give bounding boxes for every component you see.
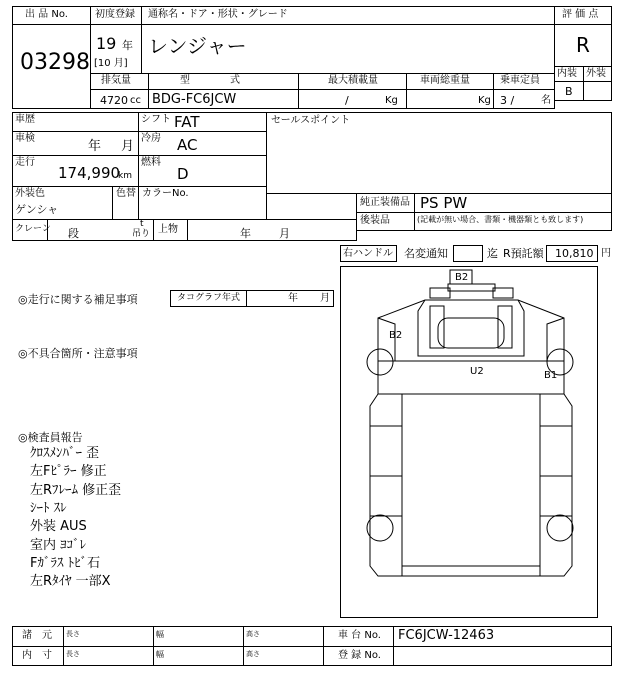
capacity-label: 乗車定員 [500, 75, 540, 86]
inspector-item: ｸﾛｽﾒﾝﾊﾞｰ 歪 [30, 446, 100, 461]
equipment-value: PS PW [420, 194, 468, 212]
rear-left-wheel [367, 515, 393, 541]
lot-number: 03298 [20, 50, 90, 75]
color-label: 外装色 [15, 188, 45, 199]
shift-value: FAT [174, 113, 200, 131]
max-load-label: 最大積載量 [328, 75, 378, 86]
capacity-value: 3 / [500, 94, 515, 107]
right-pillar [498, 306, 512, 348]
color-value: ゲンシャ [15, 203, 59, 216]
color-change-label: 色替 [116, 188, 136, 199]
r-deposit-value: 10,810 [555, 247, 594, 260]
r-deposit-label: R預託額 [503, 247, 544, 260]
crane-ton-top: t [140, 219, 144, 229]
equipment-label: 純正装備品 [360, 197, 410, 208]
cab-outline [378, 300, 564, 361]
damage-mark-u2: U2 [470, 366, 484, 377]
grade-label: 評 価 点 [562, 9, 599, 20]
interior-grade: B [565, 85, 573, 98]
truck-diagram [340, 266, 598, 618]
color-no-label: カラーNo. [142, 188, 189, 199]
mileage-label: 走行 [15, 157, 35, 168]
spec-header-row [90, 73, 555, 90]
mileage-unit: km [118, 171, 132, 181]
length-label-1: 長さ [66, 630, 80, 638]
name-change-box [453, 245, 483, 262]
crane-row [12, 219, 357, 241]
inspector-item: 左Fﾋﾟﾗｰ 修正 [30, 464, 107, 479]
crane-ton-unit: 吊り [132, 229, 151, 239]
length-label-2: 長さ [66, 650, 80, 658]
late-mark: 迄 [487, 247, 498, 260]
first-reg-year-suffix: 年 [122, 39, 133, 52]
tachograph-year: 年 [288, 293, 298, 304]
chassis-number: FC6JCW-12463 [398, 628, 495, 643]
spec-row-label: 諸 元 [22, 630, 52, 641]
interior-label: 内装 [557, 68, 577, 79]
name-label: 通称名・ドア・形状・グレード [148, 9, 288, 20]
inspection-year: 年 [88, 139, 102, 154]
first-reg-year: 19 [96, 34, 117, 53]
registration-label: 登 録 No. [338, 650, 381, 661]
fuel-label: 燃料 [141, 157, 161, 168]
overall-grade: R [576, 33, 590, 57]
inspector-item: 左Rﾀｲﾔ 一部X [30, 574, 111, 589]
inspection-label: 車検 [15, 133, 35, 144]
top-body-label: 上物 [158, 224, 178, 235]
gross-weight-unit: Kg [478, 95, 491, 106]
damage-mark-b2-top: B2 [455, 272, 469, 283]
exterior-grade-cell [583, 81, 612, 101]
yen-unit: 円 [601, 248, 611, 259]
height-label-2: 高さ [246, 650, 260, 658]
ac-label: 冷房 [141, 133, 161, 144]
first-reg-label: 初度登録 [95, 9, 135, 20]
inspection-month: 月 [121, 139, 135, 154]
history-label: 車歴 [15, 114, 35, 125]
sales-point-label: セールスポイント [271, 115, 351, 126]
model-label: 型 式 [180, 75, 240, 86]
displacement-value: 4720 [100, 94, 128, 107]
rear-right-wheel [547, 515, 573, 541]
gross-weight-label: 車両総重量 [420, 75, 470, 86]
inner-row-label: 内 寸 [22, 650, 52, 661]
damage-mark-b2-left: B2 [389, 330, 403, 341]
first-reg-month: [10 月] [94, 58, 128, 69]
aftermarket-note: (記載が無い場合、書類・機器類とも致します) [417, 215, 584, 224]
width-label-2: 幅 [156, 650, 164, 659]
inspector-item: Fｶﾞﾗｽ ﾄﾋﾞ石 [30, 556, 101, 571]
front-left-wheel [367, 349, 393, 375]
car-name: レンジャー [148, 34, 247, 58]
inspector-item: ｼｰﾄ ｽﾚ [30, 501, 67, 516]
mileage-value: 174,990 [58, 164, 121, 182]
top-body-year: 年 [240, 227, 251, 240]
top-body-month: 月 [279, 227, 290, 240]
width-label-1: 幅 [156, 630, 164, 639]
handle-value: 右ハンドル [343, 248, 393, 259]
cab-roof [438, 318, 504, 348]
chassis-label: 車 台 No. [338, 630, 381, 641]
tachograph-month: 月 [320, 293, 330, 304]
left-pillar [430, 306, 444, 348]
front-grille [448, 284, 495, 291]
driving-notes-label: ◎走行に関する補足事項 [18, 293, 138, 306]
defects-label: ◎不具合箇所・注意事項 [18, 347, 138, 360]
inspector-item: 外装 AUS [30, 519, 87, 534]
displacement-unit: cc [130, 95, 141, 106]
aftermarket-label: 後装品 [360, 215, 390, 226]
tachograph-label: タコグラフ年式 [177, 293, 241, 303]
name-change-label: 名変通知 [404, 247, 448, 260]
max-load-unit: Kg [385, 95, 398, 106]
fuel-value: D [177, 165, 189, 183]
crane-label: クレーン [15, 224, 51, 234]
crane-stage-unit: 段 [68, 227, 79, 240]
ac-value: AC [177, 136, 198, 154]
max-load-value: / [345, 94, 349, 107]
inspector-item: 左Rﾌﾚｰﾑ 修正歪 [30, 483, 122, 498]
height-label-1: 高さ [246, 630, 260, 638]
model-value: BDG-FC6JCW [152, 92, 237, 107]
lot-label: 出 品 No. [25, 9, 68, 20]
exterior-label: 外装 [586, 68, 606, 79]
shift-label: シフト [141, 114, 171, 125]
bed-outline [370, 394, 572, 576]
front-bumper-right [493, 288, 513, 298]
damage-mark-b1: B1 [544, 370, 558, 381]
capacity-unit: 名 [541, 95, 551, 106]
front-bumper-left [430, 288, 450, 298]
inspector-report-label: ◎検査員報告 [18, 431, 83, 444]
inspector-item: 室内 ﾖｺﾞﾚ [30, 538, 87, 553]
displacement-label: 排気量 [101, 75, 131, 86]
